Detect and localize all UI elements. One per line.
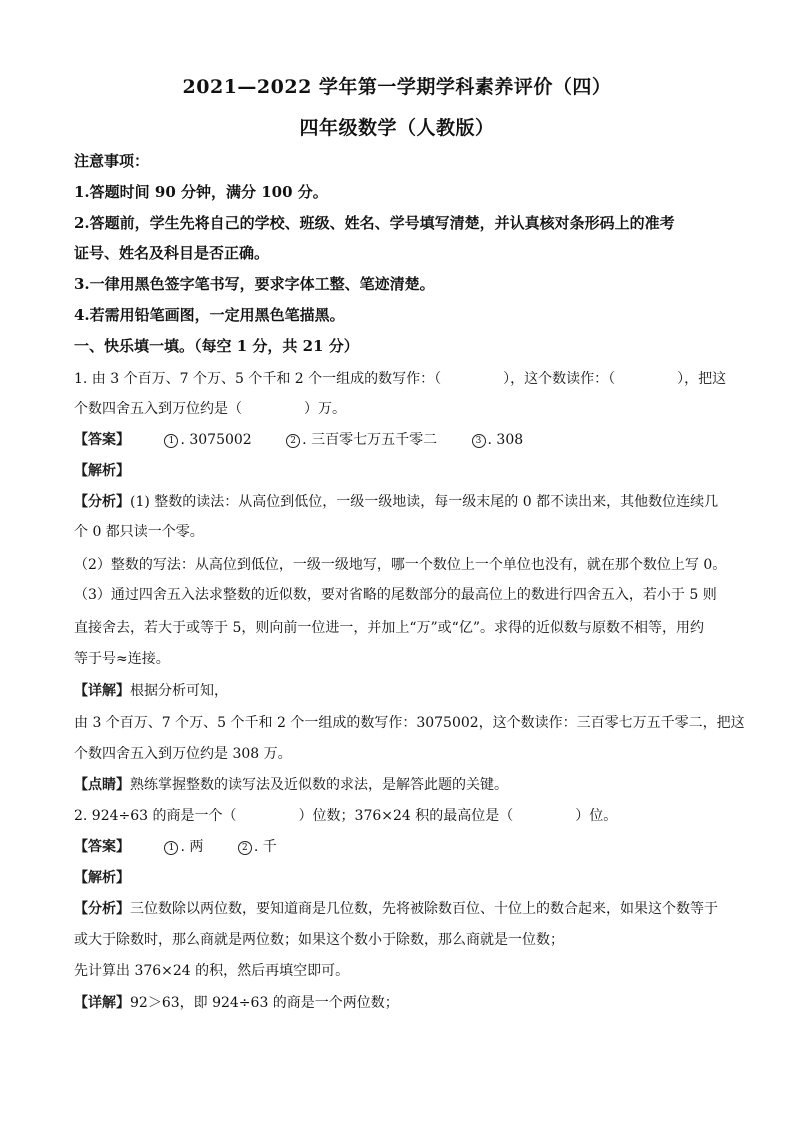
fenxi-tag: 【分析】 <box>74 494 130 510</box>
notice-item-3: 3.一律用黑色签字笔书写，要求字体工整、笔迹清楚。 <box>74 275 435 293</box>
q1-text-c: ），把这 <box>677 371 727 387</box>
notice-item-4: 4.若需用铅笔画图，一定用黑色笔描黑。 <box>74 306 345 324</box>
section1-heading: 一、快乐填一填。（每空 1 分，共 21 分） <box>74 337 359 355</box>
q2-line1 <box>74 806 724 826</box>
q1-xiangjie-1 <box>74 681 724 701</box>
circled-number-1: 1 <box>164 841 178 855</box>
q1-xiangjie-3: 个数四舍五入到万位约是 308 万。 <box>74 746 292 762</box>
q2-fenxi-text-1: 三位数除以两位数，要知道商是几位数，先将被除数百位、十位上的数合起来，如果这个数等于 <box>130 901 718 917</box>
q1-answer-2: . 三百零七万五千零二 <box>302 432 438 448</box>
q1-fenxi-6: 等于号≈连接。 <box>74 651 170 667</box>
q2-fenxi-1 <box>74 899 724 919</box>
q2-fenxi-2: 或大于除数时，那么商就是两位数；如果这个数小于除数，那么商就是一位数； <box>74 932 564 948</box>
q1-text-a: 1. 由 3 个百万、7 个万、5 个千和 2 个一组成的数写作：（ <box>74 371 442 387</box>
fenxi-tag: 【分析】 <box>74 901 130 917</box>
circled-number-1: 1 <box>164 434 178 448</box>
analysis-tag: 【解析】 <box>74 463 130 479</box>
q2-answer-2: . 千 <box>253 839 277 855</box>
circled-number-3: 3 <box>472 434 486 448</box>
q2-xiangjie-text-1: 92＞63，即 924÷63 的商是一个两位数； <box>130 995 399 1011</box>
q1-fenxi-4: （3）通过四舍五入法求整数的近似数，要对省略的尾数部分的最高位上的数进行四舍五入，若小于 5 则 <box>74 587 717 603</box>
q2-text-a: 2. 924÷63 的商是一个（ <box>74 808 237 824</box>
circled-number-2: 2 <box>286 434 300 448</box>
q1-fenxi-5: 直接舍去，若大于或等于 5，则向前一位进一，并加上“万”或“亿”。求得的近似数与原数不相等，用约 <box>74 620 704 636</box>
q1-text-b: ），这个数读作：（ <box>503 371 616 387</box>
xiangjie-tag: 【详解】 <box>74 995 130 1011</box>
notice-heading: 注意事项： <box>74 152 150 170</box>
q2-answer-1: . 两 <box>180 839 204 855</box>
notice-item-2: 2.答题前，学生先将自己的学校、班级、姓名、学号填写清楚，并认真核对条形码上的准考 <box>74 214 675 232</box>
q1-text-e: ）万。 <box>304 401 346 417</box>
analysis-tag: 【解析】 <box>74 870 130 886</box>
q1-fenxi-1 <box>74 492 724 512</box>
page-title: 2021—2022 学年第一学期学科素养评价（四） <box>182 76 612 98</box>
q1-xiangjie-text-1: 根据分析可知， <box>130 683 228 699</box>
notice-item-2-cont: 证号、姓名及科目是否正确。 <box>74 244 270 262</box>
q1-analysis-tag <box>74 461 724 481</box>
q2-text-c: ）位。 <box>575 808 618 824</box>
answer-tag: 【答案】 <box>74 839 130 855</box>
xiangjie-tag: 【详解】 <box>74 683 130 699</box>
q2-analysis-tag <box>74 868 724 888</box>
q1-answer-1: . 3075002 <box>180 432 252 448</box>
q1-dianjing <box>74 775 724 795</box>
q1-dianjing-text: 熟练掌握整数的读写法及近似数的求法，是解答此题的关键。 <box>130 777 508 793</box>
q1-fenxi-3: （2）整数的写法：从高位到低位，一级一级地写，哪一个数位上一个单位也没有，就在那个数位上写 0。 <box>74 557 727 573</box>
q1-text-d: 个数四舍五入到万位约是（ <box>74 401 242 417</box>
q1-fenxi-2: 个 0 都只读一个零。 <box>74 524 204 540</box>
circled-number-2: 2 <box>238 841 252 855</box>
q1-line2 <box>74 399 724 419</box>
answer-tag: 【答案】 <box>74 432 130 448</box>
q1-answer <box>74 430 724 450</box>
q2-fenxi-3: 先计算出 376×24 的积，然后再填空即可。 <box>74 963 350 979</box>
dianjing-tag: 【点睛】 <box>74 777 130 793</box>
q2-text-b: ）位数；376×24 积的最高位是（ <box>298 808 514 824</box>
page-subtitle: 四年级数学（人教版） <box>299 117 495 139</box>
notice-item-1: 1.答题时间 90 分钟，满分 100 分。 <box>74 183 328 201</box>
q1-answer-3: . 308 <box>487 432 524 448</box>
q1-fenxi-text-1: (1) 整数的读法：从高位到低位，一级一级地读，每一级末尾的 0 都不读出来，其他数位连续几 <box>130 494 719 510</box>
q1-xiangjie-2: 由 3 个百万、7 个万、5 个千和 2 个一组成的数写作：3075002，这个数读作：三百零七万五千零二，把这 <box>74 715 745 731</box>
q1-line1 <box>74 369 727 389</box>
q2-xiangjie-1 <box>74 993 724 1013</box>
q2-answer <box>74 837 724 857</box>
